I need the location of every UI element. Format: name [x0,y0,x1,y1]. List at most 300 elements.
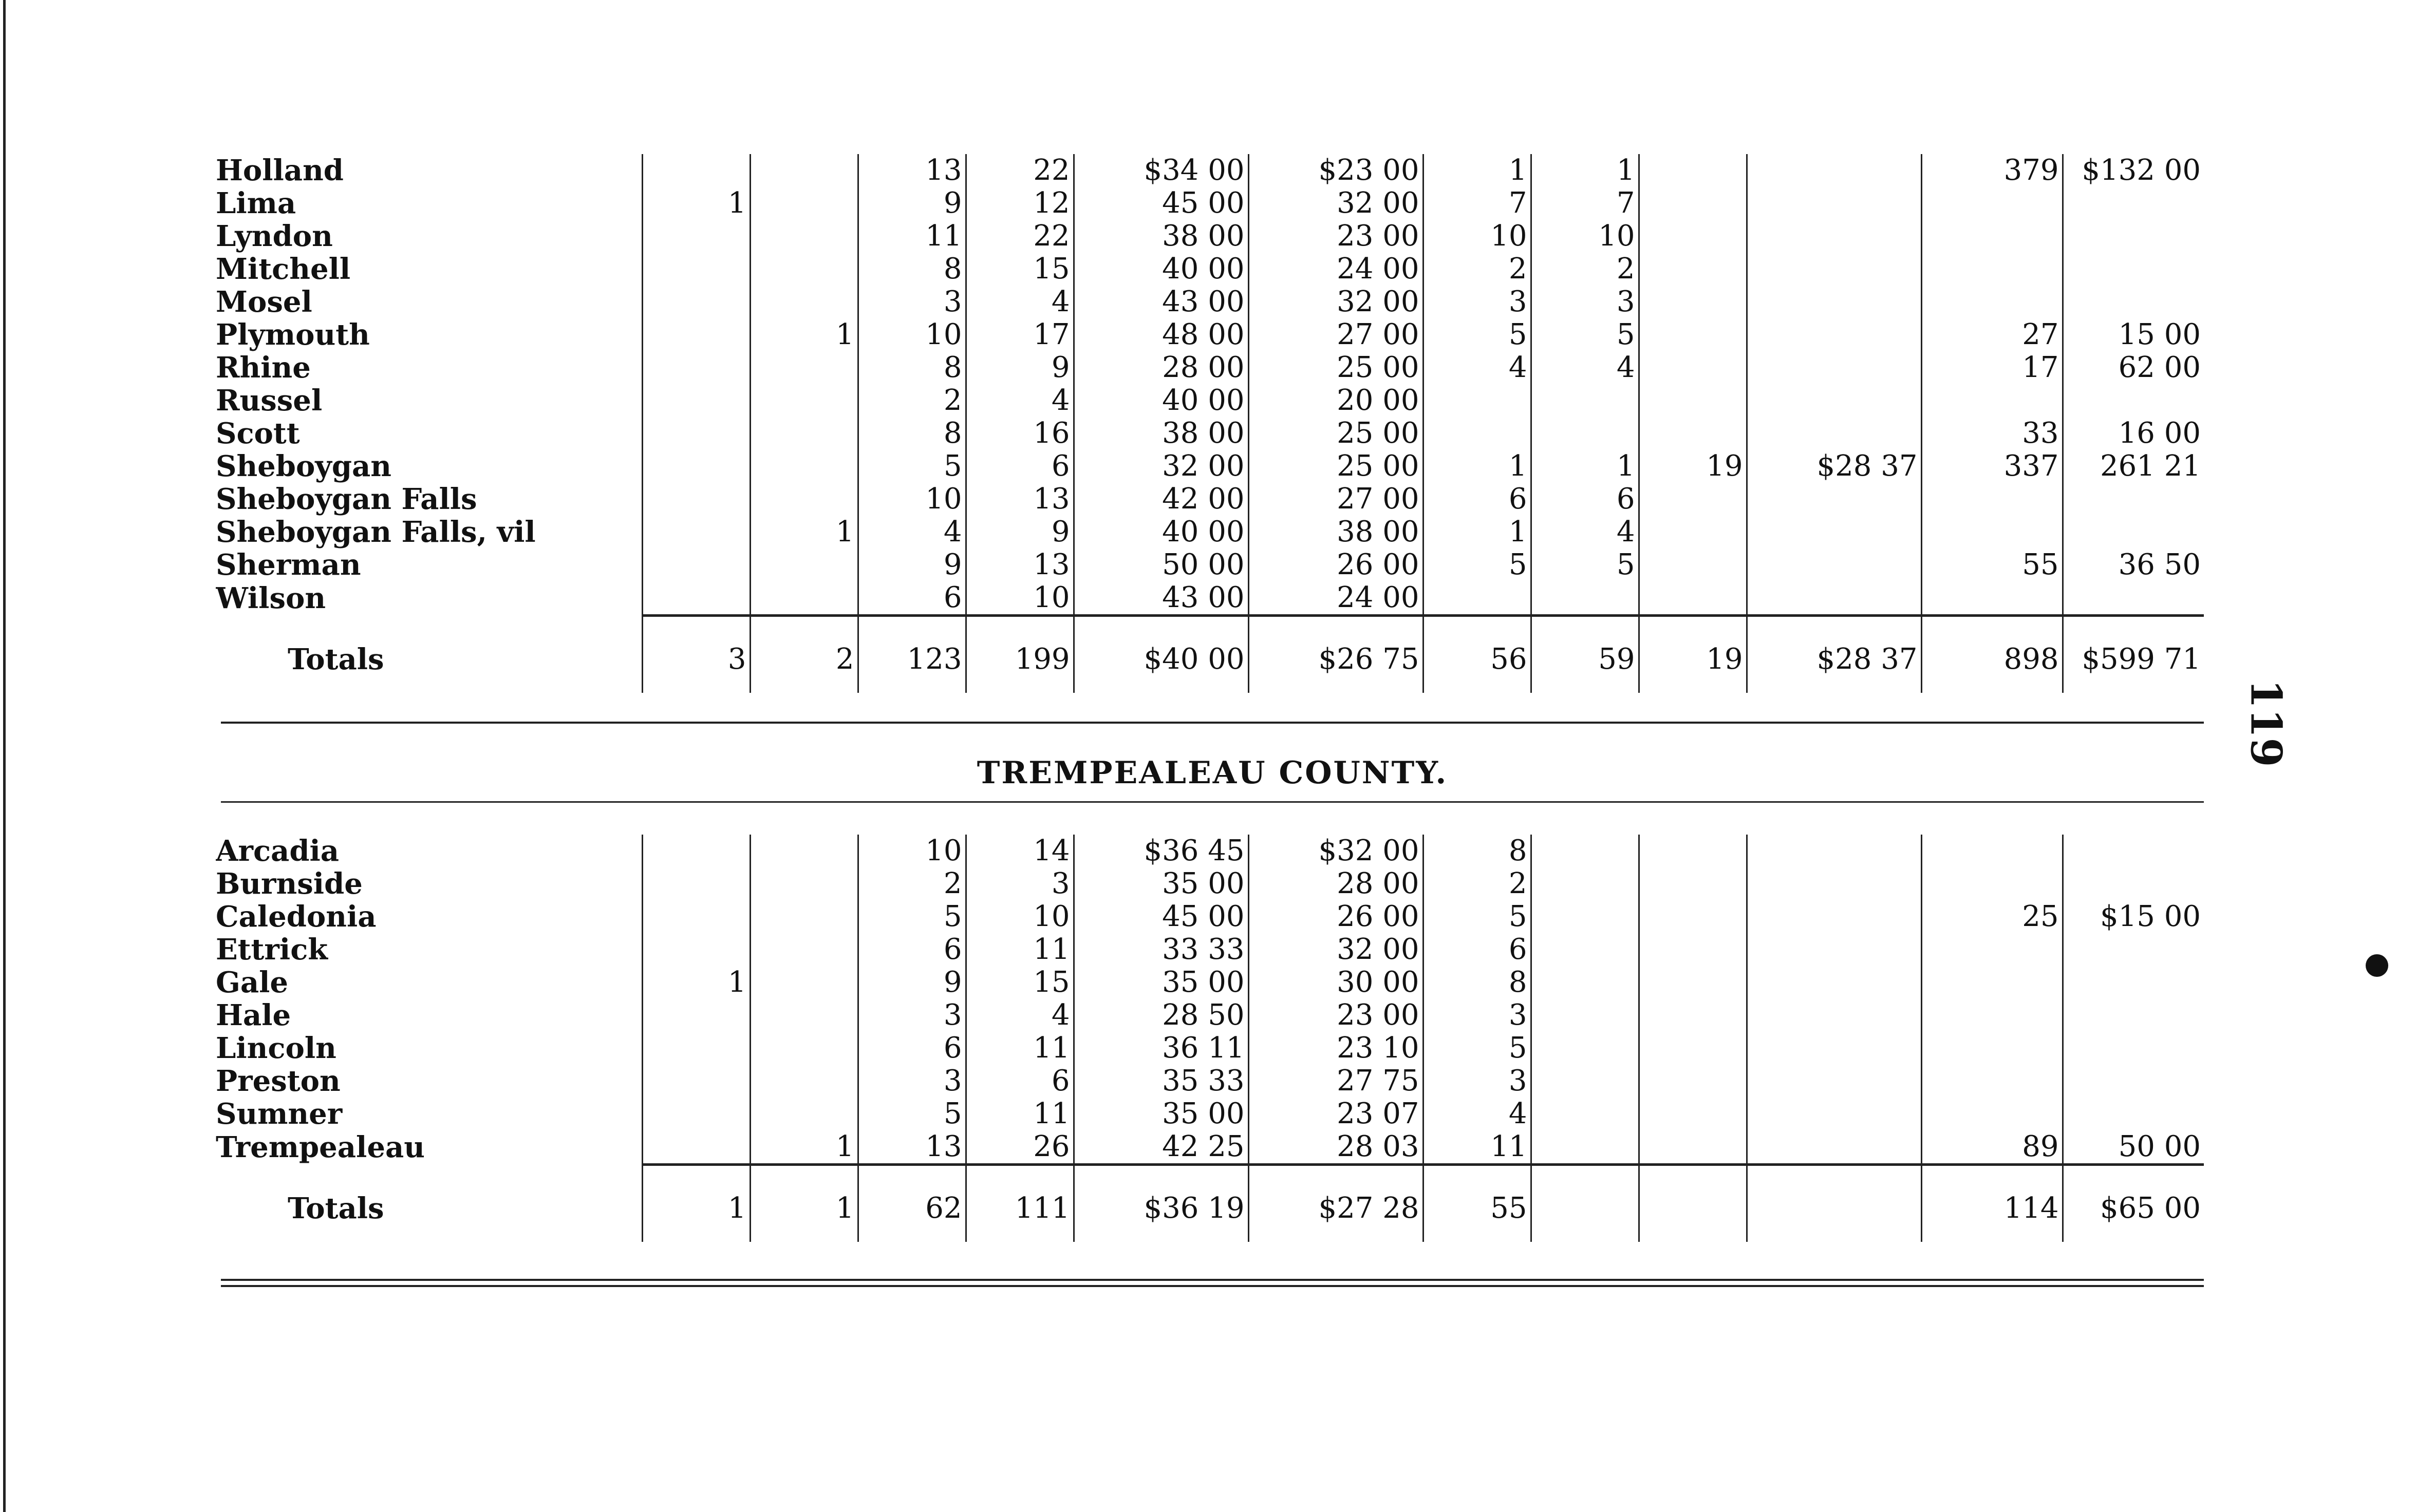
table-cell: 36 50 [2063,549,2204,581]
trempealeau-county-table [216,835,2204,1242]
table-cell [750,867,858,900]
table-row [216,253,2204,286]
table-cell [1747,867,1921,900]
table-cell: 10 [966,900,1074,933]
table-cell: 32 00 [1248,933,1423,966]
table-cell: 14 [966,835,1074,867]
table-cell: 1 [1423,516,1531,549]
table-cell: 10 [858,835,966,867]
table-cell [1639,581,1747,616]
table-cell: 24 00 [1248,581,1423,616]
table-cell: $32 00 [1248,835,1423,867]
table-cell: 13 [966,483,1074,516]
table-cell: 3 [1423,1065,1531,1098]
table-row [216,187,2204,220]
table-cell: 2 [858,384,966,417]
table-cell: 4 [966,286,1074,318]
trempealeau-rows [216,835,2204,1242]
town-name: Mosel [216,286,312,318]
table-cell: 22 [966,154,1074,187]
totals-cell: 19 [1639,626,1747,693]
table-cell [1747,220,1921,253]
table-cell [1531,966,1639,999]
table-cell: 8 [858,351,966,384]
table-cell: 6 [966,450,1074,483]
table-cell [2063,867,2204,900]
table-cell [750,835,858,867]
table-cell [642,835,750,867]
table-cell [1921,966,2063,999]
table-cell: 17 [966,318,1074,351]
table-cell [1921,384,2063,417]
table-cell: 5 [858,1098,966,1130]
table-cell [1747,154,1921,187]
totals-cell: 1 [642,1175,750,1242]
table-cell [2063,581,2204,616]
table-cell [1639,286,1747,318]
table-cell: 9 [966,516,1074,549]
table-cell: 5 [858,900,966,933]
county-heading: TREMPEALEAU COUNTY. [977,755,1448,791]
town-name: Hale [216,999,291,1032]
table-cell [642,318,750,351]
totals-cell: $27 28 [1248,1175,1423,1242]
table-cell [2063,933,2204,966]
table-cell [642,999,750,1032]
table-cell: 23 00 [1248,999,1423,1032]
table-cell [750,450,858,483]
table-cell [1921,867,2063,900]
table-cell [1639,1065,1747,1098]
table-cell: 5 [1531,549,1639,581]
ink-spot [2366,954,2388,977]
table-cell [750,220,858,253]
table-cell: 2 [1423,867,1531,900]
table-cell: 32 00 [1248,286,1423,318]
town-name: Scott [216,417,300,450]
table-cell [642,516,750,549]
table-cell [1921,999,2063,1032]
table-cell: 36 11 [1074,1032,1248,1065]
table-cell: 13 [858,154,966,187]
town-name: Gale [216,966,289,999]
town-name: Sheboygan Falls, vil [216,516,536,549]
table-cell [750,417,858,450]
table-cell: 1 [1531,154,1639,187]
table-cell [1531,581,1639,616]
table-cell: 3 [1531,286,1639,318]
table-cell [1921,835,2063,867]
table-row [216,286,2204,318]
table-cell: 3 [966,867,1074,900]
table-cell [642,483,750,516]
totals-cell [1639,1175,1747,1242]
table-row [216,900,2204,933]
table-cell [1921,933,2063,966]
heading-rule [221,801,2204,803]
table-cell [2063,384,2204,417]
table-row [216,417,2204,450]
table-row [216,318,2204,351]
table-cell: 1 [750,1130,858,1165]
table-cell [642,450,750,483]
town-name: Holland [216,154,344,187]
table-cell: 33 33 [1074,933,1248,966]
table-cell [2063,253,2204,286]
table-cell: 9 [858,966,966,999]
page-edge-line [3,0,6,1512]
table-cell [750,581,858,616]
table-cell [750,900,858,933]
table-cell: $34 00 [1074,154,1248,187]
table-cell [750,253,858,286]
table-cell: 4 [858,516,966,549]
table-cell: 28 03 [1248,1130,1423,1165]
table-cell [642,1065,750,1098]
table-cell: 5 [858,450,966,483]
totals-cell: 199 [966,626,1074,693]
table-cell [1639,220,1747,253]
totals-cell: $599 71 [2063,626,2204,693]
table-cell [642,253,750,286]
table-cell [1747,999,1921,1032]
table-cell: 8 [858,253,966,286]
town-name: Sheboygan [216,450,391,483]
table-cell [1531,1130,1639,1165]
table-cell [642,1032,750,1065]
table-cell [1639,154,1747,187]
table-cell: 5 [1423,318,1531,351]
table-cell: 43 00 [1074,286,1248,318]
table-cell [1921,1032,2063,1065]
table-row [216,966,2204,999]
table-cell: 1 [750,516,858,549]
table-cell [750,187,858,220]
table-cell: 45 00 [1074,900,1248,933]
table-cell [2063,999,2204,1032]
totals-cell [1531,1175,1639,1242]
table-cell: $15 00 [2063,900,2204,933]
totals-cell: $65 00 [2063,1175,2204,1242]
table-cell: 40 00 [1074,384,1248,417]
table-cell [1531,417,1639,450]
table-cell: 27 00 [1248,318,1423,351]
table-row [216,549,2204,581]
table-cell [1639,933,1747,966]
table-cell: 55 [1921,549,2063,581]
table-cell [642,581,750,616]
table-cell [1531,900,1639,933]
table-cell [750,999,858,1032]
table-row [216,1098,2204,1130]
table-cell [1423,417,1531,450]
table-cell [1531,1098,1639,1130]
table-cell [2063,1098,2204,1130]
table-cell: 2 [1423,253,1531,286]
table-cell [1639,1098,1747,1130]
table-cell [1639,483,1747,516]
table-cell [642,1098,750,1130]
table-cell: 7 [1423,187,1531,220]
table-cell [1423,581,1531,616]
table-cell [2063,483,2204,516]
town-name: Mitchell [216,253,351,286]
table-cell: 16 [966,417,1074,450]
table-cell [1921,581,2063,616]
table-cell: 42 25 [1074,1130,1248,1165]
sheboygan-county-table [216,154,2204,693]
table-cell: 1 [750,318,858,351]
table-cell: 3 [858,286,966,318]
table-cell: 8 [1423,966,1531,999]
table-cell: 50 00 [2063,1130,2204,1165]
table-cell: 22 [966,220,1074,253]
table-cell [1921,253,2063,286]
table-cell: 337 [1921,450,2063,483]
table-cell: 11 [858,220,966,253]
table-cell [1639,318,1747,351]
table-cell: 6 [858,581,966,616]
table-cell [1747,1130,1921,1165]
table-cell: 8 [1423,835,1531,867]
table-cell [1639,253,1747,286]
table-cell: 1 [1531,450,1639,483]
town-name: Ettrick [216,933,328,966]
table-row [216,867,2204,900]
table-cell: 12 [966,187,1074,220]
table-row [216,154,2204,187]
table-cell [1747,1098,1921,1130]
table-cell [1747,286,1921,318]
town-name: Lincoln [216,1032,336,1065]
table-cell: 25 00 [1248,450,1423,483]
table-cell: 35 00 [1074,867,1248,900]
table-cell [642,220,750,253]
table-row [216,1032,2204,1065]
table-cell: 9 [858,187,966,220]
table-cell: 10 [858,318,966,351]
table-cell [1531,384,1639,417]
table-cell [1747,187,1921,220]
table-cell: 5 [1423,900,1531,933]
totals-cell: 2 [750,626,858,693]
table-cell [1747,1065,1921,1098]
table-cell [642,384,750,417]
table-cell [1531,1032,1639,1065]
table-cell: 8 [858,417,966,450]
table-cell [642,351,750,384]
table-cell: 26 [966,1130,1074,1165]
table-cell [1747,933,1921,966]
table-cell: 5 [1423,549,1531,581]
totals-cell: 3 [642,626,750,693]
table-row [216,450,2204,483]
table-cell: 28 50 [1074,999,1248,1032]
table-cell: 3 [1423,286,1531,318]
table-cell: 6 [858,933,966,966]
table-cell: 23 07 [1248,1098,1423,1130]
totals-row [216,1175,2204,1242]
table-cell: 10 [1531,220,1639,253]
table-cell: 7 [1531,187,1639,220]
table-cell [1747,351,1921,384]
table-row [216,1065,2204,1098]
table-cell [2063,1065,2204,1098]
table-cell: 19 [1639,450,1747,483]
table-cell [1747,483,1921,516]
table-cell: 89 [1921,1130,2063,1165]
table-cell: 11 [1423,1130,1531,1165]
table-cell [2063,966,2204,999]
table-cell: 38 00 [1074,417,1248,450]
table-cell: $28 37 [1747,450,1921,483]
table-cell [642,417,750,450]
table-cell [1747,835,1921,867]
table-cell: 13 [966,549,1074,581]
town-name: Trempealeau [216,1130,425,1165]
table-cell: 4 [1531,351,1639,384]
table-cell: 6 [1531,483,1639,516]
totals-cell: 56 [1423,626,1531,693]
table-cell: 4 [966,384,1074,417]
table-cell [1747,900,1921,933]
town-name: Plymouth [216,318,370,351]
table-cell: 35 00 [1074,1098,1248,1130]
totals-label: Totals [288,642,384,676]
totals-label: Totals [288,1192,384,1225]
table-cell [750,549,858,581]
table-cell: 3 [858,999,966,1032]
table-cell [1531,867,1639,900]
table-cell: 20 00 [1248,384,1423,417]
totals-cell [1747,1175,1921,1242]
table-cell: 2 [1531,253,1639,286]
table-cell: 261 21 [2063,450,2204,483]
table-cell: 32 00 [1074,450,1248,483]
table-cell [1921,1098,2063,1130]
table-cell [1639,187,1747,220]
table-cell: $36 45 [1074,835,1248,867]
table-cell: 11 [966,1098,1074,1130]
table-cell: 27 00 [1248,483,1423,516]
table-cell: 5 [1423,1032,1531,1065]
table-cell [1639,966,1747,999]
table-cell [1747,318,1921,351]
table-cell: 23 10 [1248,1032,1423,1065]
table-cell [1639,351,1747,384]
table-cell: 38 00 [1248,516,1423,549]
table-cell [1747,966,1921,999]
table-cell: 25 00 [1248,351,1423,384]
table-cell [750,351,858,384]
table-cell [1639,516,1747,549]
totals-cell: $40 00 [1074,626,1248,693]
table-cell [750,1065,858,1098]
table-row [216,516,2204,549]
page-number: 119 [2241,679,2291,767]
table-cell: 2 [858,867,966,900]
table-cell: 23 00 [1248,220,1423,253]
totals-cell: 55 [1423,1175,1531,1242]
table-cell [642,900,750,933]
table-cell: 26 00 [1248,549,1423,581]
table-cell [1747,581,1921,616]
table-cell: 42 00 [1074,483,1248,516]
table-cell [750,384,858,417]
table-cell [750,1032,858,1065]
table-cell: 4 [1531,516,1639,549]
table-row [216,581,2204,616]
table-cell [1921,483,2063,516]
table-cell: 3 [858,1065,966,1098]
table-cell [1639,384,1747,417]
table-cell [2063,220,2204,253]
table-cell: 1 [1423,154,1531,187]
table-cell: 48 00 [1074,318,1248,351]
table-cell [1747,384,1921,417]
totals-cell: 898 [1921,626,2063,693]
table-cell: 30 00 [1248,966,1423,999]
table-cell [1531,1065,1639,1098]
table-row [216,835,2204,867]
table-cell: 45 00 [1074,187,1248,220]
table-cell: 15 [966,966,1074,999]
table-cell: 13 [858,1130,966,1165]
table-cell: 27 75 [1248,1065,1423,1098]
table-cell: 1 [642,966,750,999]
table-cell [1639,1130,1747,1165]
totals-cell: 111 [966,1175,1074,1242]
table-cell [1921,516,2063,549]
table-cell: 6 [1423,483,1531,516]
table-cell: 10 [858,483,966,516]
town-name: Sumner [216,1098,343,1130]
table-cell [2063,835,2204,867]
town-name: Sherman [216,549,361,581]
town-name: Lyndon [216,220,333,253]
table-cell [1423,384,1531,417]
totals-separator [216,1165,2204,1176]
totals-separator [216,616,2204,627]
table-cell [1639,835,1747,867]
totals-cell: $26 75 [1248,626,1423,693]
table-row [216,999,2204,1032]
table-cell [2063,187,2204,220]
table-cell: 9 [858,549,966,581]
table-cell [642,1130,750,1165]
town-name: Rhine [216,351,311,384]
table-cell [642,154,750,187]
totals-cell: 62 [858,1175,966,1242]
table-cell [1531,835,1639,867]
totals-cell: 1 [750,1175,858,1242]
table-row [216,483,2204,516]
table-cell: 4 [966,999,1074,1032]
table-cell [2063,286,2204,318]
table-cell: 1 [1423,450,1531,483]
table-row [216,933,2204,966]
table-cell: 50 00 [1074,549,1248,581]
town-name: Sheboygan Falls [216,483,477,516]
table-cell: 15 [966,253,1074,286]
table-cell [1639,417,1747,450]
table-cell [1531,999,1639,1032]
town-name: Preston [216,1065,341,1098]
totals-cell: $36 19 [1074,1175,1248,1242]
table-cell [642,286,750,318]
town-name: Caledonia [216,900,377,933]
table-cell: 6 [966,1065,1074,1098]
